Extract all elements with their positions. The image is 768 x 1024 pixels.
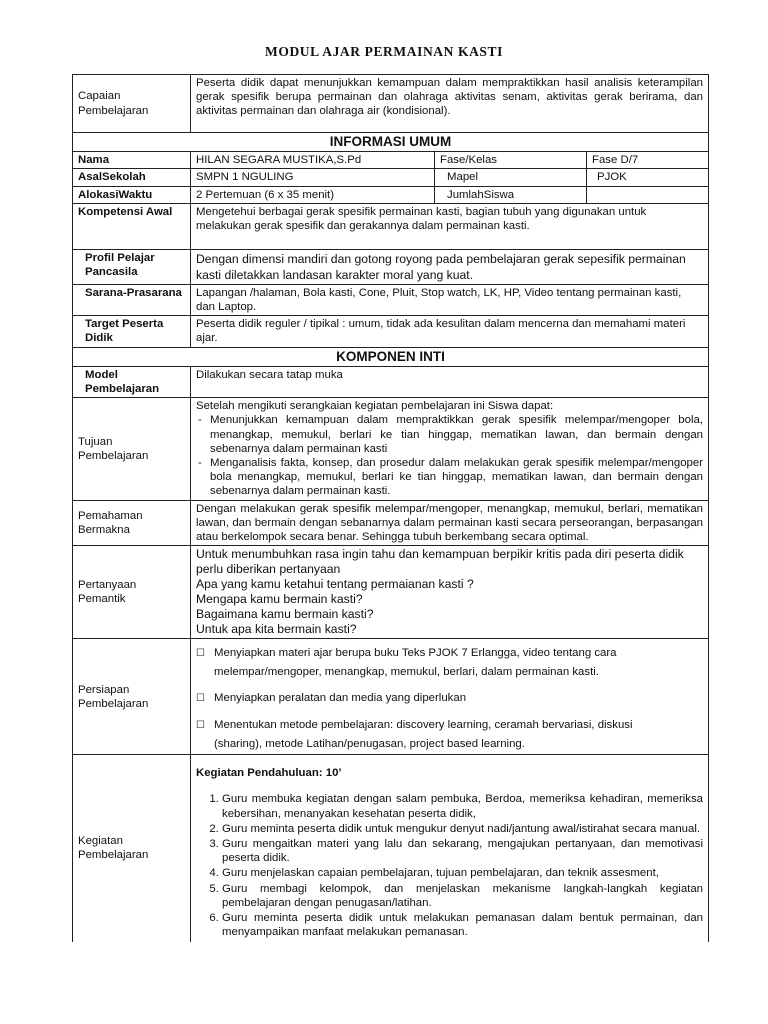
- nama-value: HILAN SEGARA MUSTIKA,S.Pd: [191, 152, 435, 169]
- pertanyaan-cell: [191, 546, 709, 639]
- alokasi-row: [73, 186, 709, 203]
- kegiatan-row: [73, 755, 709, 942]
- profil-row: [73, 249, 709, 284]
- list-item: Untuk apa kita bermain kasti?: [196, 622, 357, 637]
- list-item: 3. Guru mengaitkan materi yang lalu dan sekarang, mengajukan pertanyaan, dan memotivasi peserta didik.: [222, 837, 703, 865]
- persiapan-item-line: Menyiapkan peralatan dan media yang diperlukan: [214, 692, 467, 705]
- mapel-value: PJOK: [587, 169, 709, 186]
- list-item: - Menganalisis fakta, konsep, dan prosedur dalam melakukan gerak spesifik melempar/mengoper bola menangkap, memukul, berlari ke tian hinggap, mematikan lawan, dan bermain dengan sebenarnya dalam permainan kasti.: [196, 456, 703, 499]
- nama-row: [73, 152, 709, 169]
- kegiatan-list: [196, 792, 703, 939]
- list-item: Bagaimana kamu bermain kasti?: [196, 607, 374, 622]
- profil-text: Dengan dimensi mandiri dan gotong royong pada pembelajaran gerak sepesifik permainan kasti diletakkan landasan karakter moral yang kuat.: [191, 249, 709, 284]
- fase-label: Fase/Kelas: [435, 152, 587, 169]
- list-item: [196, 689, 703, 708]
- pemahaman-label: Pemahaman Bermakna: [73, 500, 191, 546]
- list-item: 2. Guru meminta peserta didik untuk mengukur denyut nadi/jantung awal/istirahat secara manual.: [222, 822, 703, 836]
- asal-label: AsalSekolah: [73, 169, 191, 186]
- target-label: Target Peserta Didik: [73, 316, 191, 347]
- alokasi-label: AlokasiWaktu: [73, 186, 191, 203]
- list-item: [196, 716, 703, 753]
- persiapan-item-line: Menyiapkan materi ajar berupa buku Teks PJOK 7 Erlangga, video tentang cara: [214, 647, 617, 660]
- kompetensi-row: [73, 203, 709, 249]
- checkbox-icon: ☐: [196, 693, 205, 705]
- sarana-row: [73, 284, 709, 315]
- pertanyaan-intro: Untuk menumbuhkan rasa ingin tahu dan kemampuan berpikir kritis pada diri peserta didik perlu diberikan pertanyaan: [196, 547, 684, 577]
- target-text: Peserta didik reguler / tipikal : umum, tidak ada kesulitan dalam mencerna dan memahami materi ajar.: [191, 316, 709, 347]
- pemahaman-text: Dengan melakukan gerak spesifik melempar/mengoper, menangkap, memukul, berlari, mematikan lawan, dan bermain dengan sebanarnya dalam permainan kasti secara perseorangan, berpasangan atau berkelompok secara benar. Sehingga tubuh berkembang secara optimal.: [191, 500, 709, 546]
- nama-label: Nama: [73, 152, 191, 169]
- list-item: 6. Guru meminta peserta didik untuk melakukan pemanasan dalam bentuk permainan, dan menyampaikan manfaat melakukan pemanasan.: [222, 911, 703, 939]
- informasi-umum-heading: INFORMASI UMUM: [73, 133, 709, 152]
- model-label: Model Pembelajaran: [73, 366, 191, 397]
- checkbox-icon: ☐: [196, 648, 205, 660]
- module-table: [72, 74, 709, 942]
- asal-row: [73, 169, 709, 186]
- jumlah-label: JumlahSiswa: [435, 186, 587, 203]
- informasi-umum-heading-row: [73, 133, 709, 152]
- sarana-label: Sarana-Prasarana: [73, 284, 191, 315]
- list-item: 1. Guru membuka kegiatan dengan salam pembuka, Berdoa, memeriksa kehadiran, memeriksa kebersihan, menanyakan kesehatan peserta didik,: [222, 792, 703, 820]
- list-item: 5. Guru membagi kelompok, dan menjelaskan mekanisme langkah-langkah kegiatan pembelajaran dengan penugasan/latihan.: [222, 882, 703, 910]
- persiapan-label: Persiapan Pembelajaran: [73, 639, 191, 755]
- model-row: [73, 366, 709, 397]
- list-item: [196, 644, 703, 681]
- pertanyaan-label: Pertanyaan Pemantik: [73, 546, 191, 639]
- kegiatan-cell: [191, 755, 709, 942]
- checkbox-icon: ☐: [196, 720, 205, 732]
- persiapan-item-continuation: melempar/mengoper, menangkap, memukul, berlari, dalam permainan kasti.: [214, 666, 599, 679]
- mapel-label: Mapel: [435, 169, 587, 186]
- tujuan-label: Tujuan Pembelajaran: [73, 398, 191, 500]
- capaian-row: [73, 75, 709, 133]
- jumlah-value: [587, 186, 709, 203]
- asal-value: SMPN 1 NGULING: [191, 169, 435, 186]
- kompetensi-text: Mengetehui berbagai gerak spesifik permainan kasti, bagian tubuh yang digunakan untuk melakukan gerak spesifik dan gerakannya dalam permainan kasti.: [191, 203, 709, 249]
- persiapan-item-line: Menentukan metode pembelajaran: discovery learning, ceramah bervariasi, diskusi: [214, 719, 633, 732]
- capaian-label: Capaian Pembelajaran: [73, 75, 191, 133]
- alokasi-value: 2 Pertemuan (6 x 35 menit): [191, 186, 435, 203]
- kompetensi-label: Kompetensi Awal: [73, 203, 191, 249]
- komponen-inti-heading: KOMPONEN INTI: [73, 347, 709, 366]
- persiapan-cell: [191, 639, 709, 755]
- kegiatan-label: Kegiatan Pembelajaran: [73, 755, 191, 942]
- list-item: Apa yang kamu ketahui tentang permaianan kasti ?: [196, 577, 474, 592]
- list-item: 4. Guru menjelaskan capaian pembelajaran, tujuan pembelajaran, dan teknik assesment,: [222, 866, 703, 880]
- sarana-text: Lapangan /halaman, Bola kasti, Cone, Pluit, Stop watch, LK, HP, Video tentang permainan kasti, dan Laptop.: [191, 284, 709, 315]
- target-row: [73, 316, 709, 347]
- kegiatan-subheading: Kegiatan Pendahuluan: 10’: [196, 767, 342, 780]
- tujuan-intro: Setelah mengikuti serangkaian kegiatan pembelajaran ini Siswa dapat:: [196, 400, 554, 413]
- list-item: Mengapa kamu bermain kasti?: [196, 592, 363, 607]
- pertanyaan-row: [73, 546, 709, 639]
- document-title: MODUL AJAR PERMAINAN KASTI: [265, 44, 503, 59]
- tujuan-list: [196, 413, 703, 498]
- capaian-text: Peserta didik dapat menunjukkan kemampuan dalam mempraktikkan hasil analisis keterampilan gerak spesifik berupa permainan dan olahraga aktivitas senam, aktivitas gerak berirama, dan aktivitas permainan dan olahraga air (kondisional).: [191, 75, 709, 133]
- pemahaman-row: [73, 500, 709, 546]
- persiapan-row: [73, 639, 709, 755]
- komponen-inti-heading-row: [73, 347, 709, 366]
- profil-label: Profil Pelajar Pancasila: [73, 249, 191, 284]
- fase-value: Fase D/7: [587, 152, 709, 169]
- persiapan-item-continuation: (sharing), metode Latihan/penugasan, project based learning.: [214, 738, 525, 751]
- tujuan-row: [73, 398, 709, 500]
- tujuan-cell: [191, 398, 709, 500]
- model-text: Dilakukan secara tatap muka: [191, 366, 709, 397]
- list-item: - Menunjukkan kemampuan dalam mempraktikkan gerak spesifik melempar/mengoper bola, menangkap, memukul, berlari ke tian hinggap, mematikan lawan, dan bermain dengan sebenarnya dalam permainan kasti: [196, 413, 703, 456]
